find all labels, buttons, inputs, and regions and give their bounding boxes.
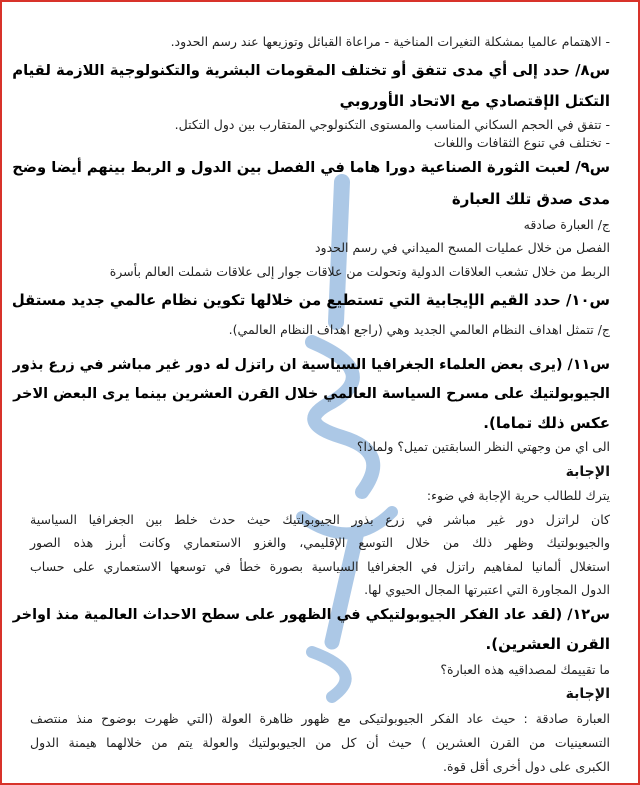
answer-12-paragraph-line: العبارة صادقة : حيث عاد الفكر الجيوبولتيكى مع ظهور ظاهرة العولة (التي ظهرت بوضوح منذ منتصف [30,711,610,726]
answer-11-paragraph-line: استغلال ألمانيا لمفاهيم راتزل في الجغرافيا السياسية بصورة خطأ في توسعها الاستعماري على حساب [30,559,610,574]
question-11-prompt: الى اي من وجهتي النظر السابقتين تميل؟ ولماذا؟ [356,439,610,454]
answer-11-paragraph-line: الدول المجاورة التي اعتبرتها المجال الحيوي لها. [364,582,610,597]
question-8-heading: التكتل الإقتصادي مع الاتحاد الأوروبي [339,92,610,110]
question-12-heading: القرن العشرين). [485,635,610,653]
answer-11-paragraph-line: كان لراتزل دور غير مباشر في زرع بذور الجيوبولتيك حيث حدث خلط بين الجغرافيا السياسية [30,512,610,527]
answer-11-paragraph-line: والجيوبولتيك وظهر ذلك من خلال التوسع الإقليمي، والغزو الاستعماري وكانت أبرز هذه الصور [30,535,610,550]
answer-12-title: الإجابة [565,686,610,702]
answer-9-point: الربط من خلال تشعب العلاقات الدولية وتحولت من علاقات جوار إلى علاقات شملت العالم بأسرة [109,264,610,279]
question-11-heading: عكس ذلك تماما). [483,414,610,432]
answer-12-paragraph-line: الكبرى على دول أخرى أقل قوة. [443,759,610,774]
question-12-prompt: ما تقييمك لمصداقيه هذه العبارة؟ [440,662,610,677]
note-line: - الاهتمام عالميا بمشكلة التغيرات المناخية - مراعاة القبائل وتوزيعها عند رسم الحدود. [170,34,610,49]
question-12-heading: س١٢/ (لقد عاد الفكر الجيوبولتيكي في الظهور على سطح الاحداث العالمية منذ اواخر [12,607,610,623]
question-10-heading: س١٠/ حدد القيم الإيجابية التي تستطيع من خلالها تكوين نظام عالمي جديد مستقل [11,291,610,309]
answer-8-point: - تختلف في تنوع الثقافات واللغات [433,135,610,150]
answer-12-paragraph-line: التسعينيات من القرن العشرين ) حيث أن كل من الجيوبولتيك والعولة يتم من خلالهما هيمنة الدول [30,735,610,750]
answer-11-title: الإجابة [565,464,610,480]
question-11-heading: س١١/ (يرى بعض العلماء الجغرافيا السياسية ان راتزل له دور غير مباشر في زرع بذور [12,357,610,373]
question-9-heading: س٩/ لعبت الثورة الصناعية دورا هاما في الفصل بين الدول و الربط بينهم أيضا وضح [12,159,610,176]
answer-9-label: ج/ العبارة صادقه [523,217,610,232]
question-8-heading: س٨/ حدد إلى أي مدى تتفق أو تختلف المقومات البشرية والتكنولوجية اللازمة لقيام [12,62,610,79]
answer-10-line: ج/ تتمثل اهداف النظام العالمي الجديد وهي (راجع اهداف النظام العالمي). [228,322,610,337]
answer-9-point: الفصل من خلال عمليات المسح الميداني في رسم الحدود [314,240,610,255]
answer-11-intro: يترك للطالب حرية الإجابة في ضوء: [426,488,610,503]
question-9-heading: مدى صدق تلك العبارة [451,190,610,208]
answer-8-point: - تتفق في الحجم السكاني المناسب والمستوى التكنولوجي المتقارب بين دول التكتل. [174,117,610,132]
question-11-heading: الجيوبولتيك على مسرح السياسة العالمي خلال القرن العشرين بينما يرى البعض الاخر [13,386,610,402]
